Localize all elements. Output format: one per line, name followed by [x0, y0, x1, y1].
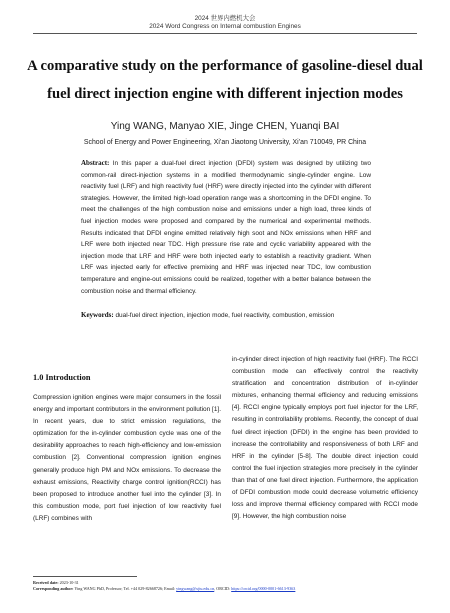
conference-header-english: 2024 Word Congress on Internal combustion Engines [149, 23, 301, 30]
received-date-value: 2023-10-31 [58, 580, 79, 585]
introduction-left-column: Compression ignition engines were major consumers in the fossil energy and important contributors in the environment pollution [1]. In recent years, due to strict emission regulations, the optimization for the in-cylinder combustion cycle was one of the desirability approaches to reach high-efficiency and low-emission combustion [2]. Conventional compression ignition engines generally produce high PM and NOx emissions. To decrease the exhaust emissions, Reactivity charge control ignition(RCCI) has been proposed to introduce another fuel into the cylinder [3]. In this combustion mode, port fuel injection of low reactivity fuel (LRF) combines with [33, 394, 221, 522]
introduction-right-column: in-cylinder direct injection of high reactivity fuel (HRF). The RCCI combustion mode can effectively control the reactivity stratification and concentration distribution of in-cylinder mixtures, enhancing thermal efficiency and reducing emissions [4]. RCCI engine typically employs port fuel injector for the LRF, resulting in controllability problems. Recently, the concept of dual fuel direct injection (DFDI) in the engine has been provided to increase the controllability and responsiveness of both LRF and HRF in the cylinder [5-8]. The double direct injection could control the fuel injection strategies more precisely in the cylinder than that of one fuel direct injection. Furthermore, the application of DFDI combustion mode could decrease volumetric efficiency loss and improve thermal efficiency compared with RCCI mode [9]. However, the high combustion noise [232, 356, 418, 521]
abstract-text: In this paper a dual-fuel direct injection (DFDI) system was designed by utilizing two common-rail direct-injection systems in a modified thermodynamic single-cylinder engine. Low reactivity fuel (LRF) and high reactivity fuel (HRF) were directly injected into the cylinder with different strategies. However, the limited high-load operation range was a shortcoming in the DFDI engine. To meet the challenges of the high combustion noise and emissions under a high load, three kinds of fuel injection modes were proposed and compared by the numerical and experimental methods. Results indicated that DFDI engine emitted relatively high soot and NOx emissions when HRF and LRF were both injected near TDC. High pressure rise rate and cyclic variability appeared with the injection mode that LRF and HRF were both injected early to establish a reactivity gradient. When LRF was injected early for effective premixing and HRF was injected near TDC, low combustion temperature and engine-out emissions could be realized, together with a better balance between the combustion noise and thermal efficiency. [81, 160, 371, 295]
received-date-footnote [33, 580, 79, 585]
paper-title-line-1: A comparative study on the performance of gasoline-diesel dual [27, 58, 423, 74]
affiliation: School of Energy and Power Engineering, Xi’an Jiaotong University, Xi’an 710049, PR China [83, 139, 367, 146]
abstract-label: Abstract: [81, 159, 110, 167]
email-link[interactable]: yingwang@xjtu.edu.cn [176, 586, 215, 591]
keywords-label: Keywords: [81, 311, 114, 319]
abstract [81, 158, 371, 297]
conference-header-chinese: 2024 世界内燃机大会 [194, 15, 256, 22]
header-divider [33, 33, 417, 34]
section-heading-introduction: 1.0 Introduction [33, 373, 91, 382]
keywords-text: dual-fuel direct injection, injection mode, fuel reactivity, combustion, emission [113, 312, 335, 319]
corresponding-author-footnote [33, 586, 295, 591]
keywords [81, 311, 381, 319]
orcid-link[interactable]: https://orcid.org/0000-0001-6613-9363 [231, 586, 296, 591]
paper-title-line-2: fuel direct injection engine with different injection modes [47, 86, 403, 102]
footnote-divider [33, 576, 137, 577]
orcid-label: , ORCID: [214, 586, 232, 591]
author-list: Ying WANG, Manyao XIE, Jinge CHEN, Yuanqi BAI [110, 121, 340, 132]
corresponding-author-details: Ying WANG PhD, Professor; Tel. +44 029-82668726; Email: [73, 586, 177, 591]
corresponding-author-label: Corresponding author: [33, 586, 74, 591]
received-date-label: Received date: [33, 580, 59, 585]
